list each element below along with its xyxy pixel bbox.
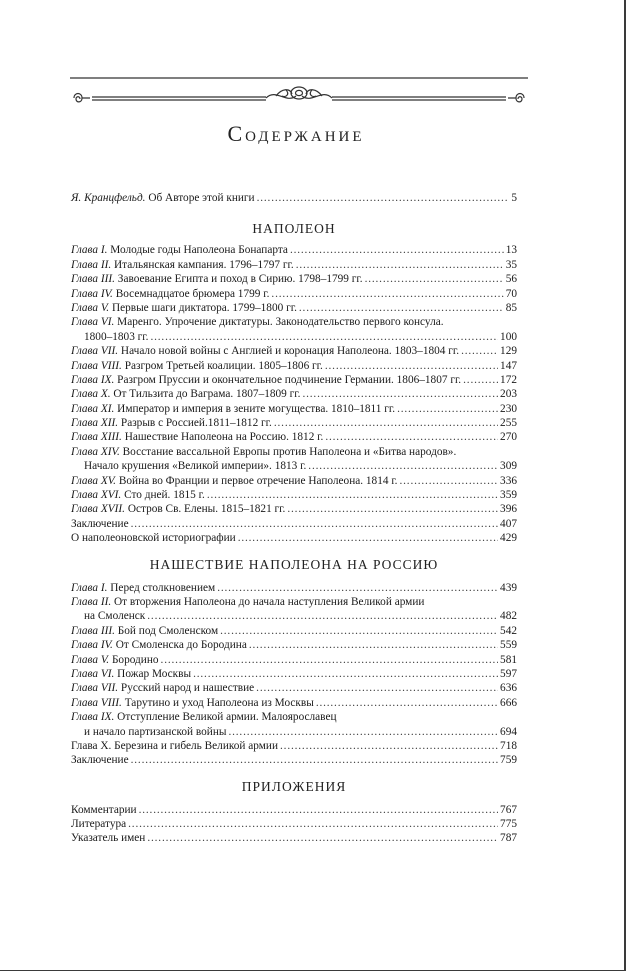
section-heading: НАШЕСТВИЕ НАПОЛЕОНА НА РОССИЮ <box>149 556 439 572</box>
section-heading: ПРИЛОЖЕНИЯ <box>241 778 347 794</box>
chapter-title: О наполеоновской историографии <box>71 532 236 545</box>
chapter-title-continuation: Начало крушения «Великой империи». 1813 г. <box>84 460 307 473</box>
chapter-title: От Тильзита до Ваграма. 1807–1809 гг. <box>113 388 301 401</box>
page-number: 13 <box>505 244 517 257</box>
toc-entry[interactable] <box>71 430 517 444</box>
chapter-title: Сто дней. 1815 г. <box>124 489 205 502</box>
toc-entry[interactable] <box>71 609 517 623</box>
page-number: 270 <box>500 431 517 444</box>
page-number: 787 <box>500 832 517 845</box>
toc-entry[interactable] <box>71 681 517 695</box>
chapter-label: Глава VII. <box>71 345 119 358</box>
page-number: 759 <box>500 754 517 767</box>
dot-leader <box>257 191 510 205</box>
dot-leader <box>131 517 498 531</box>
chapter-title: Нашествие Наполеона на Россию. 1812 г. <box>124 431 324 444</box>
dot-leader <box>128 817 498 831</box>
chapter-label: Глава XII. <box>71 417 119 430</box>
toc-sections <box>71 218 517 845</box>
chapter-title: Заключение <box>71 517 129 530</box>
chapter-title: Заключение <box>71 754 129 767</box>
page-number: 129 <box>500 345 517 358</box>
dot-leader <box>302 387 498 401</box>
dot-leader <box>139 803 498 817</box>
dot-leader <box>308 459 498 473</box>
chapter-title: Комментарии <box>71 803 137 816</box>
toc-entry-first-line[interactable] <box>71 595 517 609</box>
page-number: 85 <box>505 301 517 314</box>
toc-entry[interactable] <box>71 330 517 344</box>
page-number: 309 <box>500 460 517 473</box>
chapter-title: Война во Франции и первое отречение Наполеона. 1814 г. <box>118 474 398 487</box>
chapter-title-continuation: 1800–1803 гг. <box>84 330 149 343</box>
page-number: 5 <box>511 192 517 204</box>
chapter-title: Отступление Великой армии. Малоярославец <box>117 711 337 724</box>
toc-entry[interactable] <box>71 359 517 373</box>
chapter-label: Глава IX. <box>71 711 115 724</box>
page-number: 775 <box>500 818 517 831</box>
toc-entry[interactable] <box>71 373 517 387</box>
dot-leader <box>296 258 504 272</box>
page-title: Содержание <box>227 121 365 146</box>
chapter-label: Глава I. <box>71 244 108 257</box>
chapter-title: От вторжения Наполеона до начала наступления Великой армии <box>114 595 425 608</box>
dot-leader <box>400 474 499 488</box>
page-number: 597 <box>500 667 517 680</box>
toc-entry[interactable] <box>71 696 517 710</box>
toc-entry[interactable] <box>71 502 517 516</box>
toc-entry[interactable] <box>71 653 517 667</box>
dot-leader <box>316 696 498 710</box>
chapter-label: Глава III. <box>71 273 115 286</box>
page-number: 767 <box>500 803 517 816</box>
toc-entry[interactable] <box>71 488 517 502</box>
toc-entry[interactable] <box>71 402 517 416</box>
page-number: 718 <box>500 739 517 752</box>
decorative-ornament <box>70 76 528 104</box>
chapter-label: Глава II. <box>71 258 112 271</box>
page-number: 396 <box>500 503 517 516</box>
toc-entry[interactable] <box>71 531 517 545</box>
toc-entry[interactable] <box>71 517 517 531</box>
toc-entry[interactable] <box>71 272 517 286</box>
toc-entry[interactable] <box>71 287 517 301</box>
chapter-label: Глава V. <box>71 653 110 666</box>
chapter-label: Глава VI. <box>71 316 115 329</box>
toc-entry[interactable] <box>71 667 517 681</box>
chapter-label: Глава XVI. <box>71 489 122 502</box>
page-number: 439 <box>500 581 517 594</box>
toc-entry-intro[interactable] <box>71 191 517 205</box>
dot-leader <box>193 667 498 681</box>
page-number: 172 <box>500 373 517 386</box>
page-number: 407 <box>500 517 517 530</box>
chapter-label: Глава I. <box>71 581 108 594</box>
page-number: 147 <box>500 359 517 372</box>
toc-entry[interactable] <box>71 638 517 652</box>
page-number: 694 <box>500 725 517 738</box>
chapter-label: Глава VI. <box>71 667 115 680</box>
page-number: 542 <box>500 624 517 637</box>
dot-leader <box>228 725 498 739</box>
dot-leader <box>274 416 498 430</box>
toc-entry[interactable] <box>71 753 517 767</box>
chapter-title: Глава Х. Березина и гибель Великой армии <box>71 739 279 752</box>
chapter-title: Литература <box>71 818 127 831</box>
dot-leader <box>461 344 498 358</box>
chapter-label: Глава II. <box>71 595 112 608</box>
dot-leader <box>217 581 498 595</box>
dot-leader <box>325 359 498 373</box>
chapter-title: Тарутино и уход Наполеона из Москвы <box>124 696 314 709</box>
page-number: 559 <box>500 639 517 652</box>
dot-leader <box>325 430 498 444</box>
dot-leader <box>147 831 498 845</box>
toc-entry[interactable] <box>71 387 517 401</box>
chapter-label: Глава XV. <box>71 474 117 487</box>
chapter-label: Глава XI. <box>71 402 115 415</box>
page-number: 482 <box>500 610 517 623</box>
intro-title: Об Авторе этой книги <box>148 192 255 204</box>
toc-entry[interactable] <box>71 258 517 272</box>
dot-leader <box>131 753 498 767</box>
toc-entry-first-line[interactable] <box>71 315 517 329</box>
dot-leader <box>147 609 498 623</box>
chapter-title: Разгром Пруссии и окончательное подчинение Германии. 1806–1807 гг. <box>117 373 462 386</box>
chapter-title: Бородино <box>111 653 159 666</box>
chapter-label: Глава XIII. <box>71 431 122 444</box>
page-number: 56 <box>505 273 517 286</box>
chapter-title: Бой под Смоленском <box>117 624 219 637</box>
page-number: 230 <box>500 402 517 415</box>
chapter-title: Завоевание Египта и поход в Сирию. 1798–1799 гг. <box>117 273 363 286</box>
chapter-label: Глава X. <box>71 388 111 401</box>
dot-leader <box>220 624 498 638</box>
toc-entry[interactable] <box>71 725 517 739</box>
chapter-title: Император и империя в зените могущества. 1810–1811 гг. <box>117 402 396 415</box>
dot-leader <box>299 301 504 315</box>
chapter-title: Итальянская кампания. 1796–1797 гг. <box>114 258 294 271</box>
chapter-label: Глава VIII. <box>71 696 122 709</box>
intro-author: Я. Кранцфельд. <box>71 192 146 204</box>
page-number: 336 <box>500 474 517 487</box>
toc-entry[interactable] <box>71 831 517 845</box>
chapter-title-continuation: на Смоленск <box>84 610 146 623</box>
toc-entry[interactable] <box>71 817 517 831</box>
chapter-title: Молодые годы Наполеона Бонапарта <box>110 244 288 257</box>
page-number: 203 <box>500 388 517 401</box>
chapter-title: Перед столкновением <box>110 581 216 594</box>
toc-entry[interactable] <box>71 624 517 638</box>
chapter-label: Глава V. <box>71 301 110 314</box>
chapter-label: Глава IV. <box>71 639 113 652</box>
page-number: 70 <box>505 287 517 300</box>
toc-entry[interactable] <box>71 803 517 817</box>
page-number: 581 <box>500 653 517 666</box>
dot-leader <box>280 739 498 753</box>
chapter-title: Русский народ и нашествие <box>120 682 255 695</box>
chapter-label: Глава VII. <box>71 682 119 695</box>
dot-leader <box>397 402 498 416</box>
chapter-title: От Смоленска до Бородина <box>115 639 247 652</box>
dot-leader <box>161 653 499 667</box>
chapter-title: Восстание вассальной Европы против Наполеона и «Битва народов». <box>122 445 457 458</box>
page-number: 100 <box>500 330 517 343</box>
page-number: 35 <box>505 258 517 271</box>
chapter-title: Разгром Третьей коалиции. 1805–1806 гг. <box>124 359 323 372</box>
dot-leader <box>365 272 504 286</box>
toc-entry[interactable] <box>71 243 517 257</box>
toc-entry[interactable] <box>71 416 517 430</box>
toc-entry[interactable] <box>71 474 517 488</box>
chapter-title: Начало новой войны с Англией и коронация Наполеона. 1803–1804 гг. <box>120 345 460 358</box>
toc-entry[interactable] <box>71 581 517 595</box>
page-number: 636 <box>500 682 517 695</box>
chapter-title: Указатель имен <box>71 832 146 845</box>
dot-leader <box>290 243 504 257</box>
dot-leader <box>150 330 498 344</box>
chapter-label: Глава IX. <box>71 373 115 386</box>
dot-leader <box>463 373 498 387</box>
table-of-contents <box>71 191 517 846</box>
toc-entry[interactable] <box>71 301 517 315</box>
dot-leader <box>256 681 498 695</box>
toc-entry[interactable] <box>71 739 517 753</box>
page-number: 359 <box>500 489 517 502</box>
chapter-title: Маренго. Упрочение диктатуры. Законодательство первого консула. <box>117 316 444 329</box>
chapter-title: Первые шаги диктатора. 1799–1800 гг. <box>111 301 297 314</box>
page-number: 666 <box>500 696 517 709</box>
chapter-label: Глава III. <box>71 624 115 637</box>
dot-leader <box>238 531 498 545</box>
chapter-label: Глава IV. <box>71 287 113 300</box>
chapter-title: Остров Св. Елены. 1815–1821 гг. <box>127 503 286 516</box>
toc-entry[interactable] <box>71 459 517 473</box>
chapter-label: Глава XVII. <box>71 503 125 516</box>
section-heading: НАПОЛЕОН <box>252 221 336 237</box>
dot-leader <box>207 488 498 502</box>
dot-leader <box>249 638 498 652</box>
chapter-title: Разрыв с Россией.1811–1812 гг. <box>120 417 272 430</box>
page-number: 255 <box>500 417 517 430</box>
page-number: 429 <box>500 532 517 545</box>
chapter-label: Глава VIII. <box>71 359 122 372</box>
chapter-title: Восемнадцатое брюмера 1799 г. <box>115 287 270 300</box>
chapter-title-continuation: и начало партизанской войны <box>84 725 227 738</box>
toc-entry-first-line[interactable] <box>71 710 517 724</box>
toc-entry-first-line[interactable] <box>71 445 517 459</box>
dot-leader <box>271 287 503 301</box>
dot-leader <box>287 502 498 516</box>
chapter-title: Пожар Москвы <box>117 667 192 680</box>
toc-entry[interactable] <box>71 344 517 358</box>
chapter-label: Глава XIV. <box>71 445 120 458</box>
